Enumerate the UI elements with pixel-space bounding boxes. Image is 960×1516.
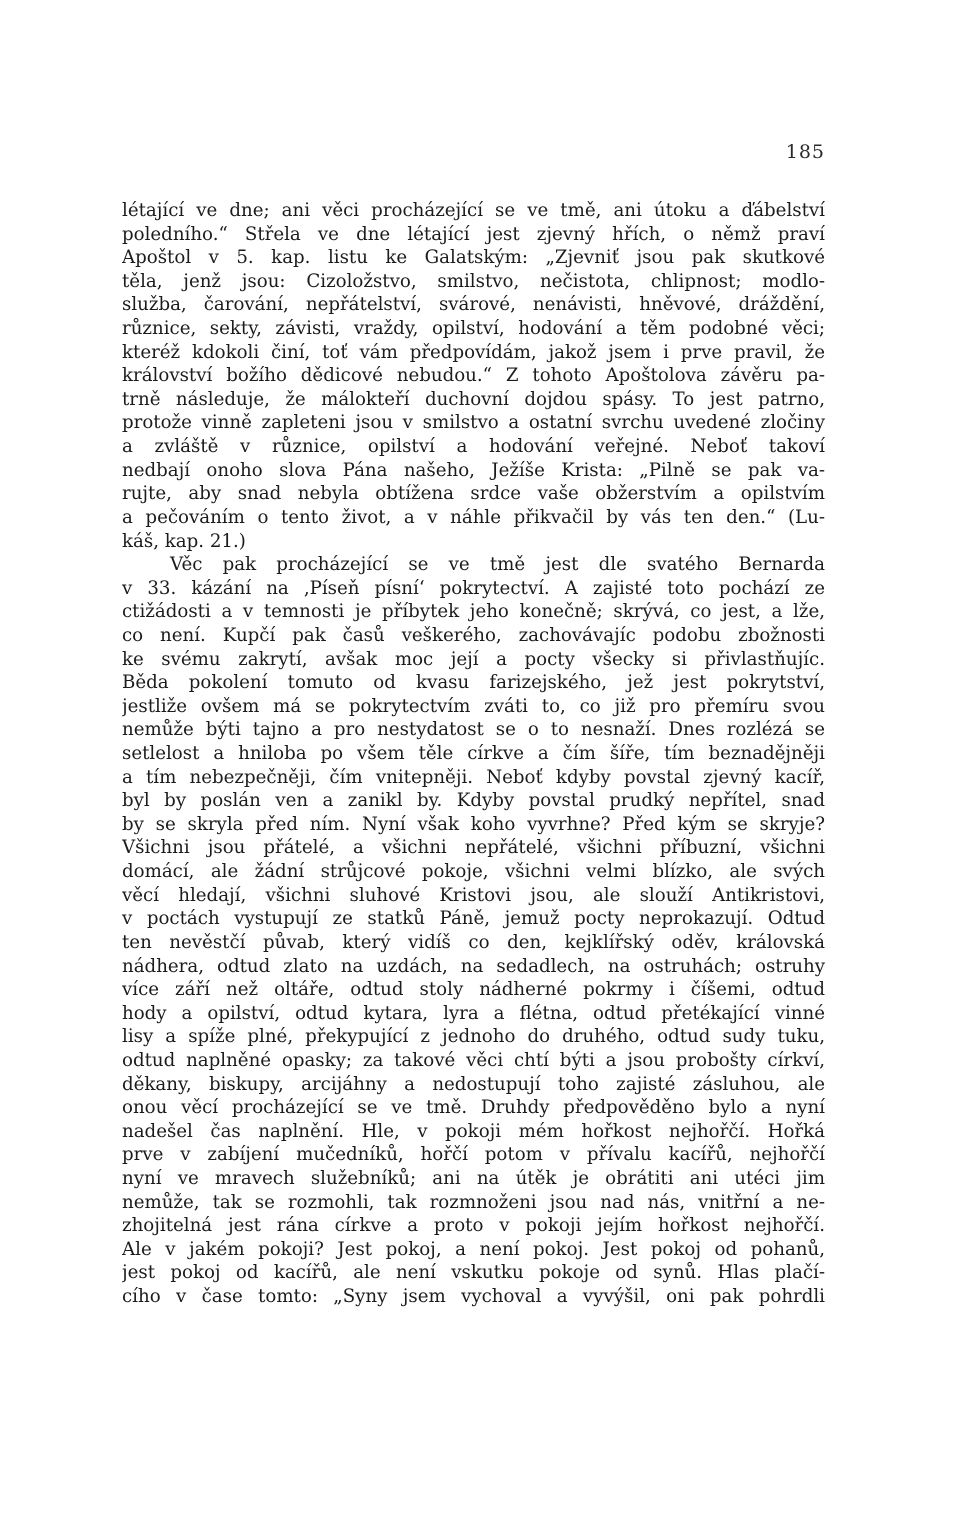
text-line: hody a opilství, odtud kytara, lyra a flétna, odtud přetékající vinné xyxy=(122,1002,825,1024)
text-line: Ale v jakém pokoji? Jest pokoj, a není pokoj. Jest pokoj od pohanů, xyxy=(122,1238,825,1260)
text-line: různice, sekty, závisti, vraždy, opilství, hodování a těm podobné věci; xyxy=(122,318,825,340)
text-line: Běda pokolení tomuto od kvasu farizejského, jež jest pokrytství, xyxy=(122,672,825,694)
text-line: v poctách vystupují ze statků Páně, jemuž pocty neprokazují. Odtud xyxy=(122,908,825,930)
text-line: protože vinně zapleteni jsou v smilstvo a ostatní svrchu uvedené zločiny xyxy=(122,412,825,434)
text-line: jestliže ovšem má se pokrytectvím zváti to, co již pro přemíru svou xyxy=(122,695,825,717)
text-line: trně následuje, že málokteří duchovní dojdou spásy. To jest patrno, xyxy=(122,388,825,410)
text-line: létající ve dne; ani věci procházející se ve tmě, ani útoku a ďábelství xyxy=(122,200,825,221)
text-line: ctižádosti a v temnosti je příbytek jeho konečně; skrývá, co jest, a lže, xyxy=(122,601,825,623)
text-line: Apoštol v 5. kap. listu ke Galatským: „Zjevniť jsou pak skutkové xyxy=(122,247,825,269)
text-line: více září než oltáře, odtud stoly nádherné pokrmy i číšemi, odtud xyxy=(122,979,825,1001)
text-line: co není. Kupčí pak časů veškerého, zachovávajíc podobu zbožnosti xyxy=(122,624,825,646)
text-line: jest pokoj od kacířů, ale není vskutku pokoje od synů. Hlas plačí- xyxy=(122,1262,825,1284)
text-line: onou věcí procházející se ve tmě. Druhdy předpověděno bylo a nyní xyxy=(122,1097,825,1119)
text-line: rujte, aby snad nebyla obtížena srdce vaše obžerstvím a opilstvím xyxy=(122,483,825,505)
text-line: služba, čarování, nepřátelství, svárové, nenávisti, hněvové, dráždění, xyxy=(122,294,825,316)
text-line: nádhera, odtud zlato na uzdách, na sedadlech, na ostruhách; ostruhy xyxy=(122,955,825,977)
text-line: setlelost a hniloba po všem těle církve a čím šíře, tím beznadějněji xyxy=(122,743,825,765)
text-line: království božího dědicové nebudou.“ Z tohoto Apoštolova závěru pa- xyxy=(122,365,825,387)
text-line: nyní ve mravech služebníků; ani na útěk je obrátiti ani utéci jim xyxy=(122,1167,825,1189)
page-number: 185 xyxy=(785,141,825,163)
text-line: a tím nebezpečněji, čím vnitерněji. Neboť kdyby povstal zjevný kacíř, xyxy=(122,766,825,788)
text-line: kteréž kdokoli činí, toť vám předpovídám, jakož jsem i prve pravil, že xyxy=(122,341,825,363)
text-line: odtud naplněné opasky; za takové věci chtí býti a jsou probošty církví, xyxy=(122,1049,825,1071)
text-line: věcí hledají, všichni sluhové Kristovi jsou, ale slouží Antikristovi, xyxy=(122,884,825,906)
paragraph-first-line: Věc pak procházející se ve tmě jest dle svatého Bernarda xyxy=(170,554,825,576)
body-text xyxy=(122,199,825,1309)
text-line: poledního.“ Střela ve dne létající jest zjevný hřích, o němž praví xyxy=(122,223,825,245)
text-line: těla, jenž jsou: Cizoložstvo, smilstvo, nečistota, chlipnost; modlo- xyxy=(122,270,825,292)
text-line: ke svému zakrytí, avšak moc její a pocty všecky si přivlastňujíc. xyxy=(122,648,825,670)
text-line: nemůže býti tajno a pro nestydatost se o to nesnaží. Dnes rozlézá se xyxy=(122,719,825,741)
text-line: děkany, biskupy, arcijáhny a nedostupují toho zajisté zásluhou, ale xyxy=(122,1073,825,1095)
text-line: domácí, ale žádní strůjcové pokoje, všichni velmi blízko, ale svých xyxy=(122,861,825,883)
text-line: prve v zabíjení mučedníků, hořčí potom v přívalu kacířů, nejhořčí xyxy=(122,1144,825,1166)
text-line: káš, kap. 21.) xyxy=(122,530,246,552)
text-line: by se skryla před ním. Nyní však koho vyvrhne? Před kým se skryje? xyxy=(122,813,825,835)
text-line: nemůže, tak se rozmohli, tak rozmnoženi jsou nad nás, vnitřní a ne- xyxy=(122,1191,825,1213)
text-line: nadešel čas naplnění. Hle, v pokoji mém hořkost nejhořčí. Hořká xyxy=(122,1120,825,1142)
text-line: zhojitelná jest rána církve a proto v pokoji jejím hořkost nejhořčí. xyxy=(122,1215,825,1237)
text-line: nedbají onoho slova Pána našeho, Ježíše Krista: „Pilně se pak va- xyxy=(122,459,825,481)
text-line: cího v čase tomto: „Syny jsem vychoval a vyvýšil, oni pak pohrdli xyxy=(122,1286,825,1308)
text-line: lisy a spíže plné, překypující z jednoho do druhého, odtud sudy tuku, xyxy=(122,1026,825,1048)
text-line: v 33. kázání na ‚Píseň písní‘ pokrytectví. A zajisté toto pochází ze xyxy=(122,577,825,599)
text-line: a zvláště v různice, opilství a hodování veřejné. Neboť takoví xyxy=(122,436,825,458)
text-line: a pečováním o tento život, a v náhle přikvačil by vás ten den.“ (Lu- xyxy=(122,506,825,528)
text-line: Všichni jsou přátelé, a všichni nepřátelé, všichni příbuzní, všichni xyxy=(122,837,825,859)
text-line: byl by poslán ven a zanikl by. Kdyby povstal prudký nepřítel, snad xyxy=(122,790,825,812)
text-line: ten nevěstčí půvab, který vidíš co den, kejklířský oděv, královská xyxy=(122,931,825,953)
